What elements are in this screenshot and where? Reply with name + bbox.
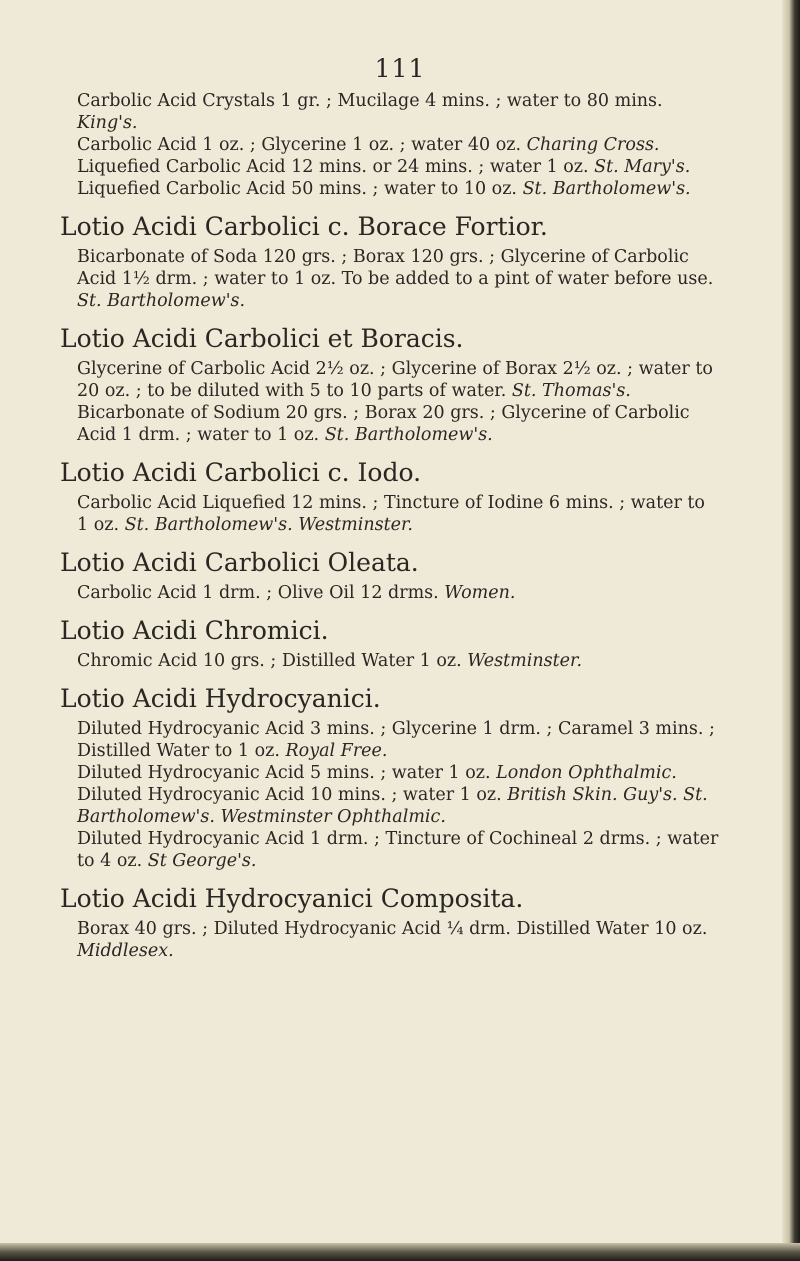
- recipe-entry: Liquefied Carbolic Acid 12 mins. or 24 mins. ; water 1 oz. St. Mary's.: [77, 157, 691, 177]
- source-citation: King's.: [77, 113, 138, 133]
- section-heading: Lotio Acidi Hydrocyanici.: [60, 684, 381, 713]
- section-heading: Lotio Acidi Carbolici c. Iodo.: [60, 458, 422, 487]
- section-borace-fortior: [60, 212, 720, 312]
- source-citation: St. Bartholomew's.: [324, 425, 493, 445]
- recipe-entry: Bicarbonate of Sodium 20 grs. ; Borax 20 grs. ; Glycerine of Carbolic Acid 1 drm. ; water to 1 oz. St. Bartholomew's.: [77, 403, 690, 445]
- page-bottom-shadow: [0, 1243, 800, 1261]
- recipe-entry: Carbolic Acid Crystals 1 gr. ; Mucilage 4 mins. ; water to 80 mins. King's.: [77, 91, 663, 133]
- section-heading: Lotio Acidi Carbolici Oleata.: [60, 548, 419, 577]
- source-citation: Charing Cross.: [526, 135, 660, 155]
- source-citation: British Skin. Guy's. St. Bartholomew's. Westminster Ophthalmic.: [77, 785, 708, 827]
- section-heading: Lotio Acidi Chromici.: [60, 616, 329, 645]
- source-citation: London Ophthalmic.: [496, 763, 677, 783]
- source-citation: St. Bartholomew's.: [77, 291, 246, 311]
- source-citation: Royal Free.: [285, 741, 388, 761]
- source-citation: St. Bartholomew's.: [522, 179, 691, 199]
- recipe-entry: Diluted Hydrocyanic Acid 5 mins. ; water 1 oz. London Ophthalmic.: [77, 763, 677, 783]
- recipe-entry: Diluted Hydrocyanic Acid 3 mins. ; Glycerine 1 drm. ; Caramel 3 mins. ; Distilled Water to 1 oz. Royal Free.: [77, 719, 715, 761]
- source-citation: Women.: [444, 583, 516, 603]
- source-citation: St. Mary's.: [594, 157, 691, 177]
- recipe-entry: Carbolic Acid Liquefied 12 mins. ; Tincture of Iodine 6 mins. ; water to 1 oz. St. Bartholomew's. Westminster.: [77, 493, 705, 535]
- section-heading: Lotio Acidi Carbolici et Boracis.: [60, 324, 464, 353]
- source-citation: Middlesex.: [77, 941, 174, 961]
- section-heading: Lotio Acidi Carbolici c. Borace Fortior.: [60, 212, 548, 241]
- page-body: [60, 90, 720, 962]
- source-citation: Westminster.: [467, 651, 583, 671]
- page-edge-shadow: [782, 0, 800, 1261]
- recipe-entry: Bicarbonate of Soda 120 grs. ; Borax 120 grs. ; Glycerine of Carbolic Acid 1½ drm. ; water to 1 oz. To be added to a pint of water before use. St. Bartholomew's.: [77, 247, 714, 311]
- recipe-entry: Diluted Hydrocyanic Acid 1 drm. ; Tincture of Cochineal 2 drms. ; water to 4 oz. St George's.: [77, 829, 719, 871]
- intro-entries: [60, 90, 720, 200]
- section-hydrocyanici: [60, 684, 720, 872]
- section-oleata: [60, 548, 720, 604]
- section-hydrocyanici-composita: [60, 884, 720, 962]
- section-et-boracis: [60, 324, 720, 446]
- source-citation: St. Bartholomew's. Westminster.: [124, 515, 413, 535]
- recipe-entry: Carbolic Acid 1 oz. ; Glycerine 1 oz. ; water 40 oz. Charing Cross.: [77, 135, 660, 155]
- section-chromici: [60, 616, 720, 672]
- recipe-entry: Chromic Acid 10 grs. ; Distilled Water 1 oz. Westminster.: [77, 651, 583, 671]
- source-citation: St George's.: [147, 851, 257, 871]
- recipe-entry: Glycerine of Carbolic Acid 2½ oz. ; Glycerine of Borax 2½ oz. ; water to 20 oz. ; to be diluted with 5 to 10 parts of water. St. Thomas's.: [77, 359, 713, 401]
- section-c-iodo: [60, 458, 720, 536]
- source-citation: St. Thomas's.: [511, 381, 631, 401]
- recipe-entry: Carbolic Acid 1 drm. ; Olive Oil 12 drms. Women.: [77, 583, 516, 603]
- page-number: 111: [374, 54, 426, 83]
- section-heading: Lotio Acidi Hydrocyanici Composita.: [60, 884, 524, 913]
- recipe-entry: Diluted Hydrocyanic Acid 10 mins. ; water 1 oz. British Skin. Guy's. St. Bartholomew's. Westminster Ophthalmic.: [77, 785, 708, 827]
- recipe-entry: Liquefied Carbolic Acid 50 mins. ; water to 10 oz. St. Bartholomew's.: [77, 179, 691, 199]
- recipe-entry: Borax 40 grs. ; Diluted Hydrocyanic Acid ¼ drm. Distilled Water 10 oz. Middlesex.: [77, 919, 708, 961]
